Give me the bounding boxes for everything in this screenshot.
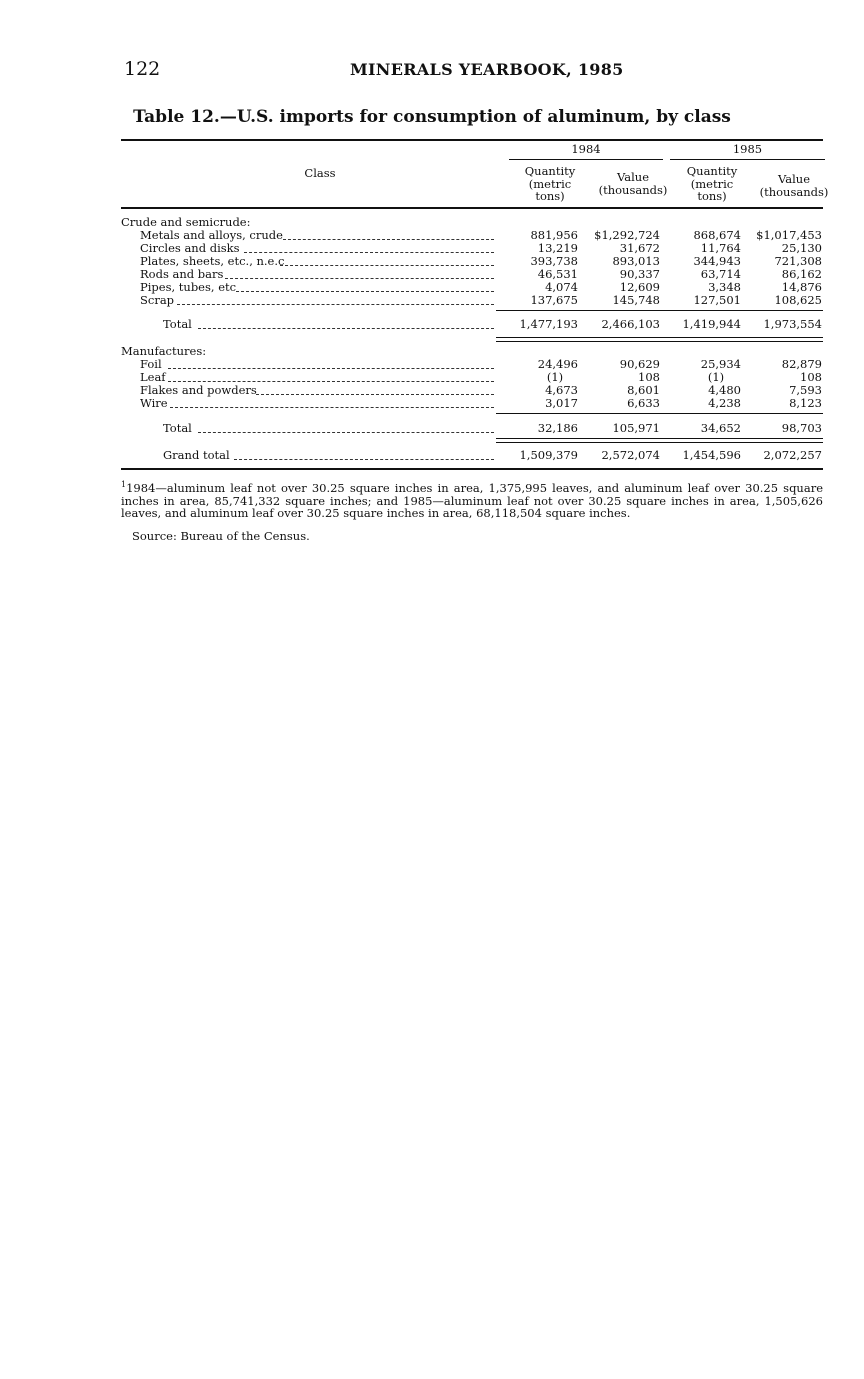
q1985-cell: 344,943 bbox=[693, 254, 741, 268]
q1984-grand-total: 1,509,379 bbox=[519, 448, 578, 462]
q1984-total: 1,477,193 bbox=[519, 317, 578, 331]
leader-dots bbox=[177, 304, 494, 305]
subtotal-rule bbox=[496, 310, 823, 311]
v1985-cell: 86,162 bbox=[781, 267, 822, 281]
q1985-cell: 3,348 bbox=[708, 280, 741, 294]
leader-dots bbox=[256, 394, 494, 395]
v1985-total: 1,973,554 bbox=[763, 317, 822, 331]
row-label: Leaf bbox=[140, 370, 166, 384]
total-double-rule-top bbox=[496, 337, 823, 338]
q1984-cell: 881,956 bbox=[530, 228, 578, 242]
quantity-1985-header: Quantity (metric tons) bbox=[686, 164, 738, 204]
source-note: Source: Bureau of the Census. bbox=[132, 529, 310, 543]
q1984-cell: 13,219 bbox=[537, 241, 578, 255]
v1985-grand-total: 2,072,257 bbox=[763, 448, 822, 462]
total-label: Total bbox=[163, 317, 192, 331]
running-head: MINERALS YEARBOOK, 1985 bbox=[350, 60, 624, 79]
row-label: Flakes and powders bbox=[140, 383, 257, 397]
footnote-text: 1984—aluminum leaf not over 30.25 square inches in area, 1,375,995 leaves, and aluminum leaf over 30.25 square inches in area, 85,741,332 square inches; and 1985—aluminum leaf not over 30.25 square inches in area, 1,505,626 leaves, and aluminum leaf over 30.25 square inches in area, 68,118,504 square inches. bbox=[121, 481, 823, 521]
q1984-cell: (1) bbox=[546, 370, 564, 384]
v1985-total: 98,703 bbox=[781, 421, 822, 435]
year-1984-header: 1984 bbox=[571, 142, 601, 156]
footnote-marker: 1 bbox=[121, 480, 127, 490]
q1984-cell: 4,074 bbox=[545, 280, 578, 294]
v1985-cell: 82,879 bbox=[781, 357, 822, 371]
total-double-rule-bottom bbox=[496, 341, 823, 342]
leader-dots bbox=[168, 368, 494, 369]
table-bottom-rule bbox=[121, 468, 823, 470]
row-label: Foil bbox=[140, 357, 162, 371]
row-label: Scrap bbox=[140, 293, 175, 307]
q1984-cell: 4,673 bbox=[545, 383, 578, 397]
v1985-cell: 25,130 bbox=[781, 241, 822, 255]
header-bottom-rule bbox=[121, 207, 823, 209]
q1985-cell: 4,480 bbox=[708, 383, 741, 397]
v1984-grand-total: 2,572,074 bbox=[601, 448, 660, 462]
leader-dots bbox=[225, 278, 494, 279]
v1985-cell: 8,123 bbox=[789, 396, 822, 410]
q1984-cell: 393,738 bbox=[530, 254, 578, 268]
v1984-cell: 31,672 bbox=[619, 241, 660, 255]
quantity-1984-header: Quantity (metric tons) bbox=[524, 164, 576, 204]
row-label: Rods and bars bbox=[140, 267, 224, 281]
row-label: Metals and alloys, crude bbox=[140, 228, 283, 242]
value-1984-header: Value (thousands) bbox=[598, 170, 668, 197]
class-header: Class bbox=[304, 166, 336, 180]
leader-dots bbox=[198, 328, 494, 329]
year-1984-rule bbox=[509, 159, 663, 160]
q1984-cell: 46,531 bbox=[537, 267, 578, 281]
subtotal-rule bbox=[496, 413, 823, 414]
q1984-total: 32,186 bbox=[537, 421, 578, 435]
table-top-rule bbox=[121, 139, 823, 141]
q1985-cell: 127,501 bbox=[693, 293, 741, 307]
v1985-cell: 14,876 bbox=[781, 280, 822, 294]
leader-dots bbox=[170, 407, 494, 408]
v1984-cell: 893,013 bbox=[612, 254, 660, 268]
v1984-cell: 90,337 bbox=[619, 267, 660, 281]
leader-dots bbox=[168, 381, 494, 382]
v1984-cell: 12,609 bbox=[619, 280, 660, 294]
q1985-cell: (1) bbox=[707, 370, 725, 384]
total-double-rule-top bbox=[496, 438, 823, 439]
table-title: Table 12.—U.S. imports for consumption of aluminum, by class bbox=[133, 107, 731, 127]
q1985-cell: 868,674 bbox=[693, 228, 741, 242]
v1984-total: 105,971 bbox=[612, 421, 660, 435]
value-1985-header: Value (thousands) bbox=[759, 172, 829, 199]
year-1985-rule bbox=[670, 159, 825, 160]
year-1985-header: 1985 bbox=[732, 142, 763, 156]
row-label: Circles and disks bbox=[140, 241, 240, 255]
v1985-cell: 7,593 bbox=[789, 383, 822, 397]
leader-dots bbox=[283, 239, 494, 240]
grand-total-label: Grand total bbox=[163, 448, 230, 462]
v1985-cell: $1,017,453 bbox=[756, 228, 822, 242]
v1984-total: 2,466,103 bbox=[601, 317, 660, 331]
q1985-cell: 4,238 bbox=[708, 396, 741, 410]
q1985-cell: 25,934 bbox=[700, 357, 741, 371]
v1984-cell: 8,601 bbox=[627, 383, 660, 397]
page-number: 122 bbox=[124, 58, 161, 80]
v1984-cell: $1,292,724 bbox=[594, 228, 660, 242]
q1985-grand-total: 1,454,596 bbox=[682, 448, 741, 462]
leader-dots bbox=[198, 432, 494, 433]
row-label: Wire bbox=[140, 396, 168, 410]
q1985-total: 1,419,944 bbox=[682, 317, 741, 331]
leader-dots bbox=[234, 459, 494, 460]
leader-dots bbox=[236, 291, 494, 292]
section-heading-manufactures: Manufactures: bbox=[121, 344, 207, 358]
q1984-cell: 3,017 bbox=[545, 396, 578, 410]
q1985-cell: 11,764 bbox=[700, 241, 741, 255]
v1984-cell: 6,633 bbox=[627, 396, 660, 410]
q1985-total: 34,652 bbox=[700, 421, 741, 435]
section-heading-crude: Crude and semicrude: bbox=[121, 215, 251, 229]
v1985-cell: 108 bbox=[800, 370, 822, 384]
q1984-cell: 24,496 bbox=[537, 357, 578, 371]
leader-dots bbox=[244, 252, 494, 253]
q1984-cell: 137,675 bbox=[530, 293, 578, 307]
v1985-cell: 108,625 bbox=[774, 293, 822, 307]
v1985-cell: 721,308 bbox=[774, 254, 822, 268]
v1984-cell: 90,629 bbox=[619, 357, 660, 371]
v1984-cell: 145,748 bbox=[612, 293, 660, 307]
row-label: Pipes, tubes, etc bbox=[140, 280, 237, 294]
table-footnote bbox=[121, 482, 823, 520]
leader-dots bbox=[280, 265, 494, 266]
row-label: Plates, sheets, etc., n.e.c bbox=[140, 254, 285, 268]
q1985-cell: 63,714 bbox=[700, 267, 741, 281]
total-double-rule-bottom bbox=[496, 442, 823, 443]
total-label: Total bbox=[163, 421, 192, 435]
v1984-cell: 108 bbox=[638, 370, 660, 384]
